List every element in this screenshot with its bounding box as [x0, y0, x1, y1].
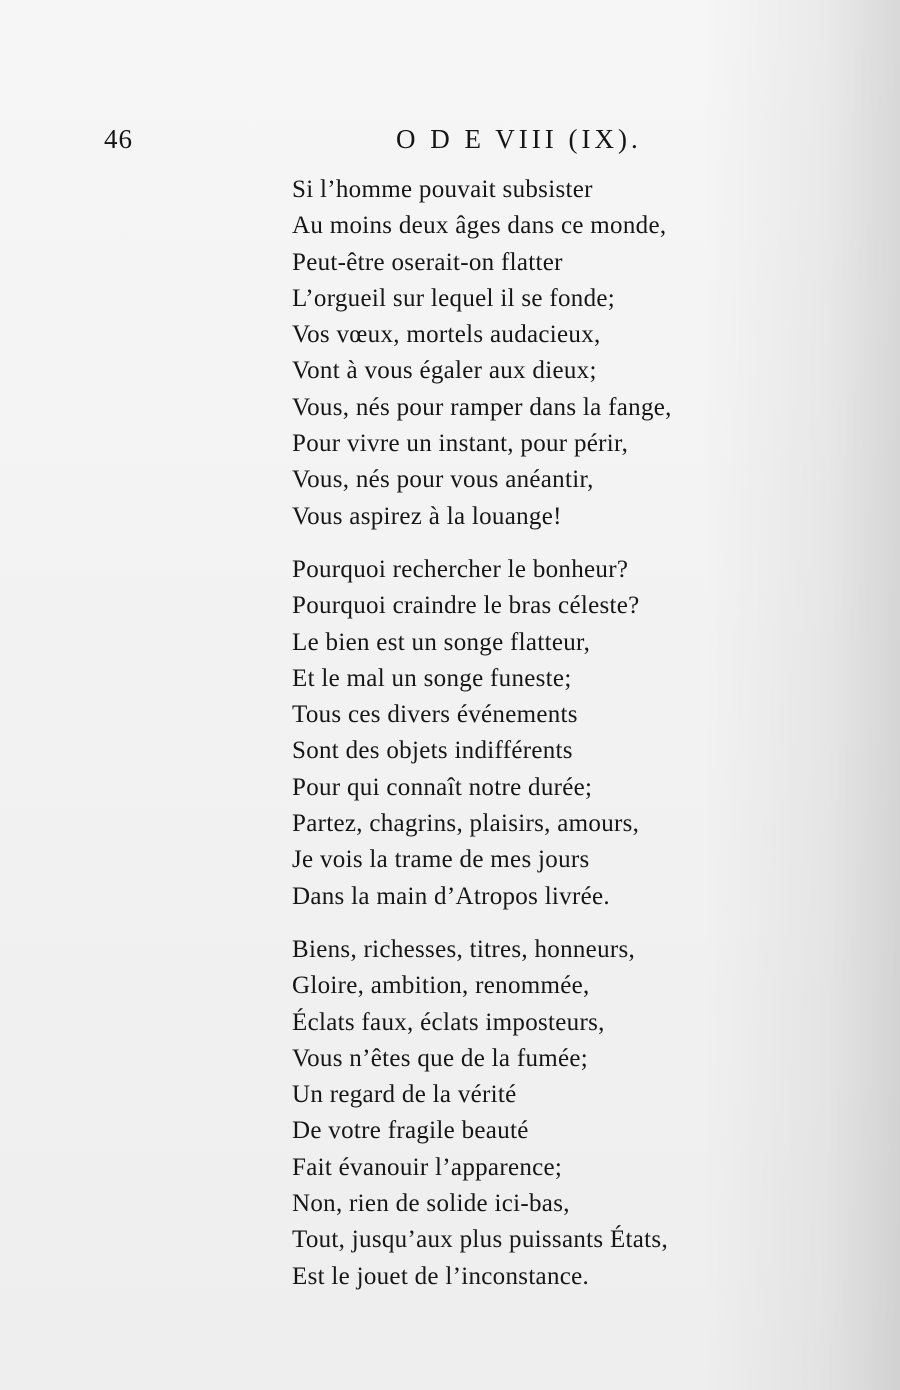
verse-line: Pourquoi craindre le bras céleste? — [292, 592, 640, 620]
verse-line: Est le jouet de l’inconstance. — [292, 1262, 590, 1290]
verse-line: Le bien est un songe flatteur, — [292, 628, 591, 656]
verse-line: Tout, jusqu’aux plus puissants États, — [292, 1226, 669, 1254]
verse-line: Gloire, ambition, renommée, — [292, 972, 590, 1000]
verse-line: Vous, nés pour ramper dans la fange, — [292, 393, 672, 421]
running-head-title: O D E VIII (IX). — [396, 124, 642, 154]
verse-line: Et le mal un songe funeste; — [292, 664, 572, 692]
verse-line: Je vois la trame de mes jours — [292, 846, 590, 874]
verse-line: Vous, nés pour vous anéantir, — [292, 466, 594, 494]
verse-line: Si l’homme pouvait subsister — [292, 176, 593, 203]
verse-line: De votre fragile beauté — [292, 1117, 529, 1145]
verse-line: Vous n’êtes que de la fumée; — [292, 1044, 589, 1072]
verse-line: Vont à vous égaler aux dieux; — [292, 357, 597, 385]
verse-line: Partez, chagrins, plaisirs, amours, — [292, 810, 640, 838]
stanza-1 — [292, 172, 772, 535]
verse-line: Vous aspirez à la louange! — [292, 502, 562, 530]
stanza-3 — [292, 932, 772, 1295]
verse-line: Un regard de la vérité — [292, 1081, 517, 1109]
verse-line: Pour vivre un instant, pour périr, — [292, 430, 629, 458]
verse-line: Biens, richesses, titres, honneurs, — [292, 936, 636, 963]
page-number: 46 — [104, 124, 133, 154]
verse-line: Tous ces divers événements — [292, 701, 578, 729]
verse-line: Pour qui connaît notre durée; — [292, 773, 593, 801]
verse-line: Éclats faux, éclats imposteurs, — [292, 1008, 605, 1036]
verse-line: L’orgueil sur lequel il se fonde; — [292, 284, 616, 312]
verse-line: Fait évanouir l’apparence; — [292, 1153, 563, 1181]
verse-line: Vos vœux, mortels audacieux, — [292, 321, 601, 349]
verse-line: Sont des objets indifférents — [292, 737, 573, 765]
verse-line: Non, rien de solide ici-bas, — [292, 1190, 570, 1218]
verse-line: Au moins deux âges dans ce monde, — [292, 212, 667, 240]
verse-line: Pourquoi rechercher le bonheur? — [292, 556, 629, 583]
stanza-2 — [292, 552, 772, 915]
verse-line: Dans la main d’Atropos livrée. — [292, 882, 610, 910]
verse-line: Peut-être oserait-on flatter — [292, 248, 563, 276]
